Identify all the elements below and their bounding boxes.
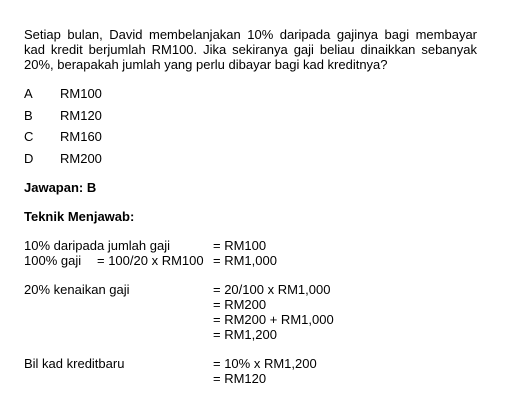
technique-heading: Teknik Menjawab: <box>24 209 135 224</box>
option-text: RM160 <box>60 129 102 144</box>
raise-step: = 20/100 x RM1,000 <box>213 282 331 297</box>
option-letter: A <box>24 86 33 101</box>
raise-step: = RM200 + RM1,000 <box>213 312 334 327</box>
raise-step: = RM200 <box>213 297 267 312</box>
bill-step: = 10% x RM1,200 <box>213 356 317 371</box>
question-text: Setiap bulan, David membelanjakan 10% daripada gajinya bagi membayar kad kredit berjumlah RM100. Jika sekiranya gaji beliau dinaikkan sebanyak 20%, berapakah jumlah yang perlu dibayar bagi kad kreditnya? <box>24 27 477 72</box>
raise-step: = RM1,200 <box>213 327 277 342</box>
working-line2-label: 100% gaji <box>24 253 82 268</box>
option-text: RM120 <box>60 108 102 123</box>
option-text: RM200 <box>60 151 102 166</box>
option-letter: D <box>24 151 34 166</box>
option-letter: C <box>24 129 34 144</box>
working-line1-value: = RM100 <box>213 238 267 253</box>
working-line2-value: = RM1,000 <box>213 253 277 268</box>
option-letter: B <box>24 108 33 123</box>
option-text: RM100 <box>60 86 102 101</box>
answer-line: Jawapan: B <box>24 180 97 195</box>
working-line1-label: 10% daripada jumlah gaji <box>24 238 170 253</box>
raise-label: 20% kenaikan gaji <box>24 282 130 297</box>
bill-step: = RM120 <box>213 371 267 386</box>
bill-label: Bil kad kreditbaru <box>24 356 125 371</box>
working-line2-middle: = 100/20 x RM100 <box>97 253 204 268</box>
